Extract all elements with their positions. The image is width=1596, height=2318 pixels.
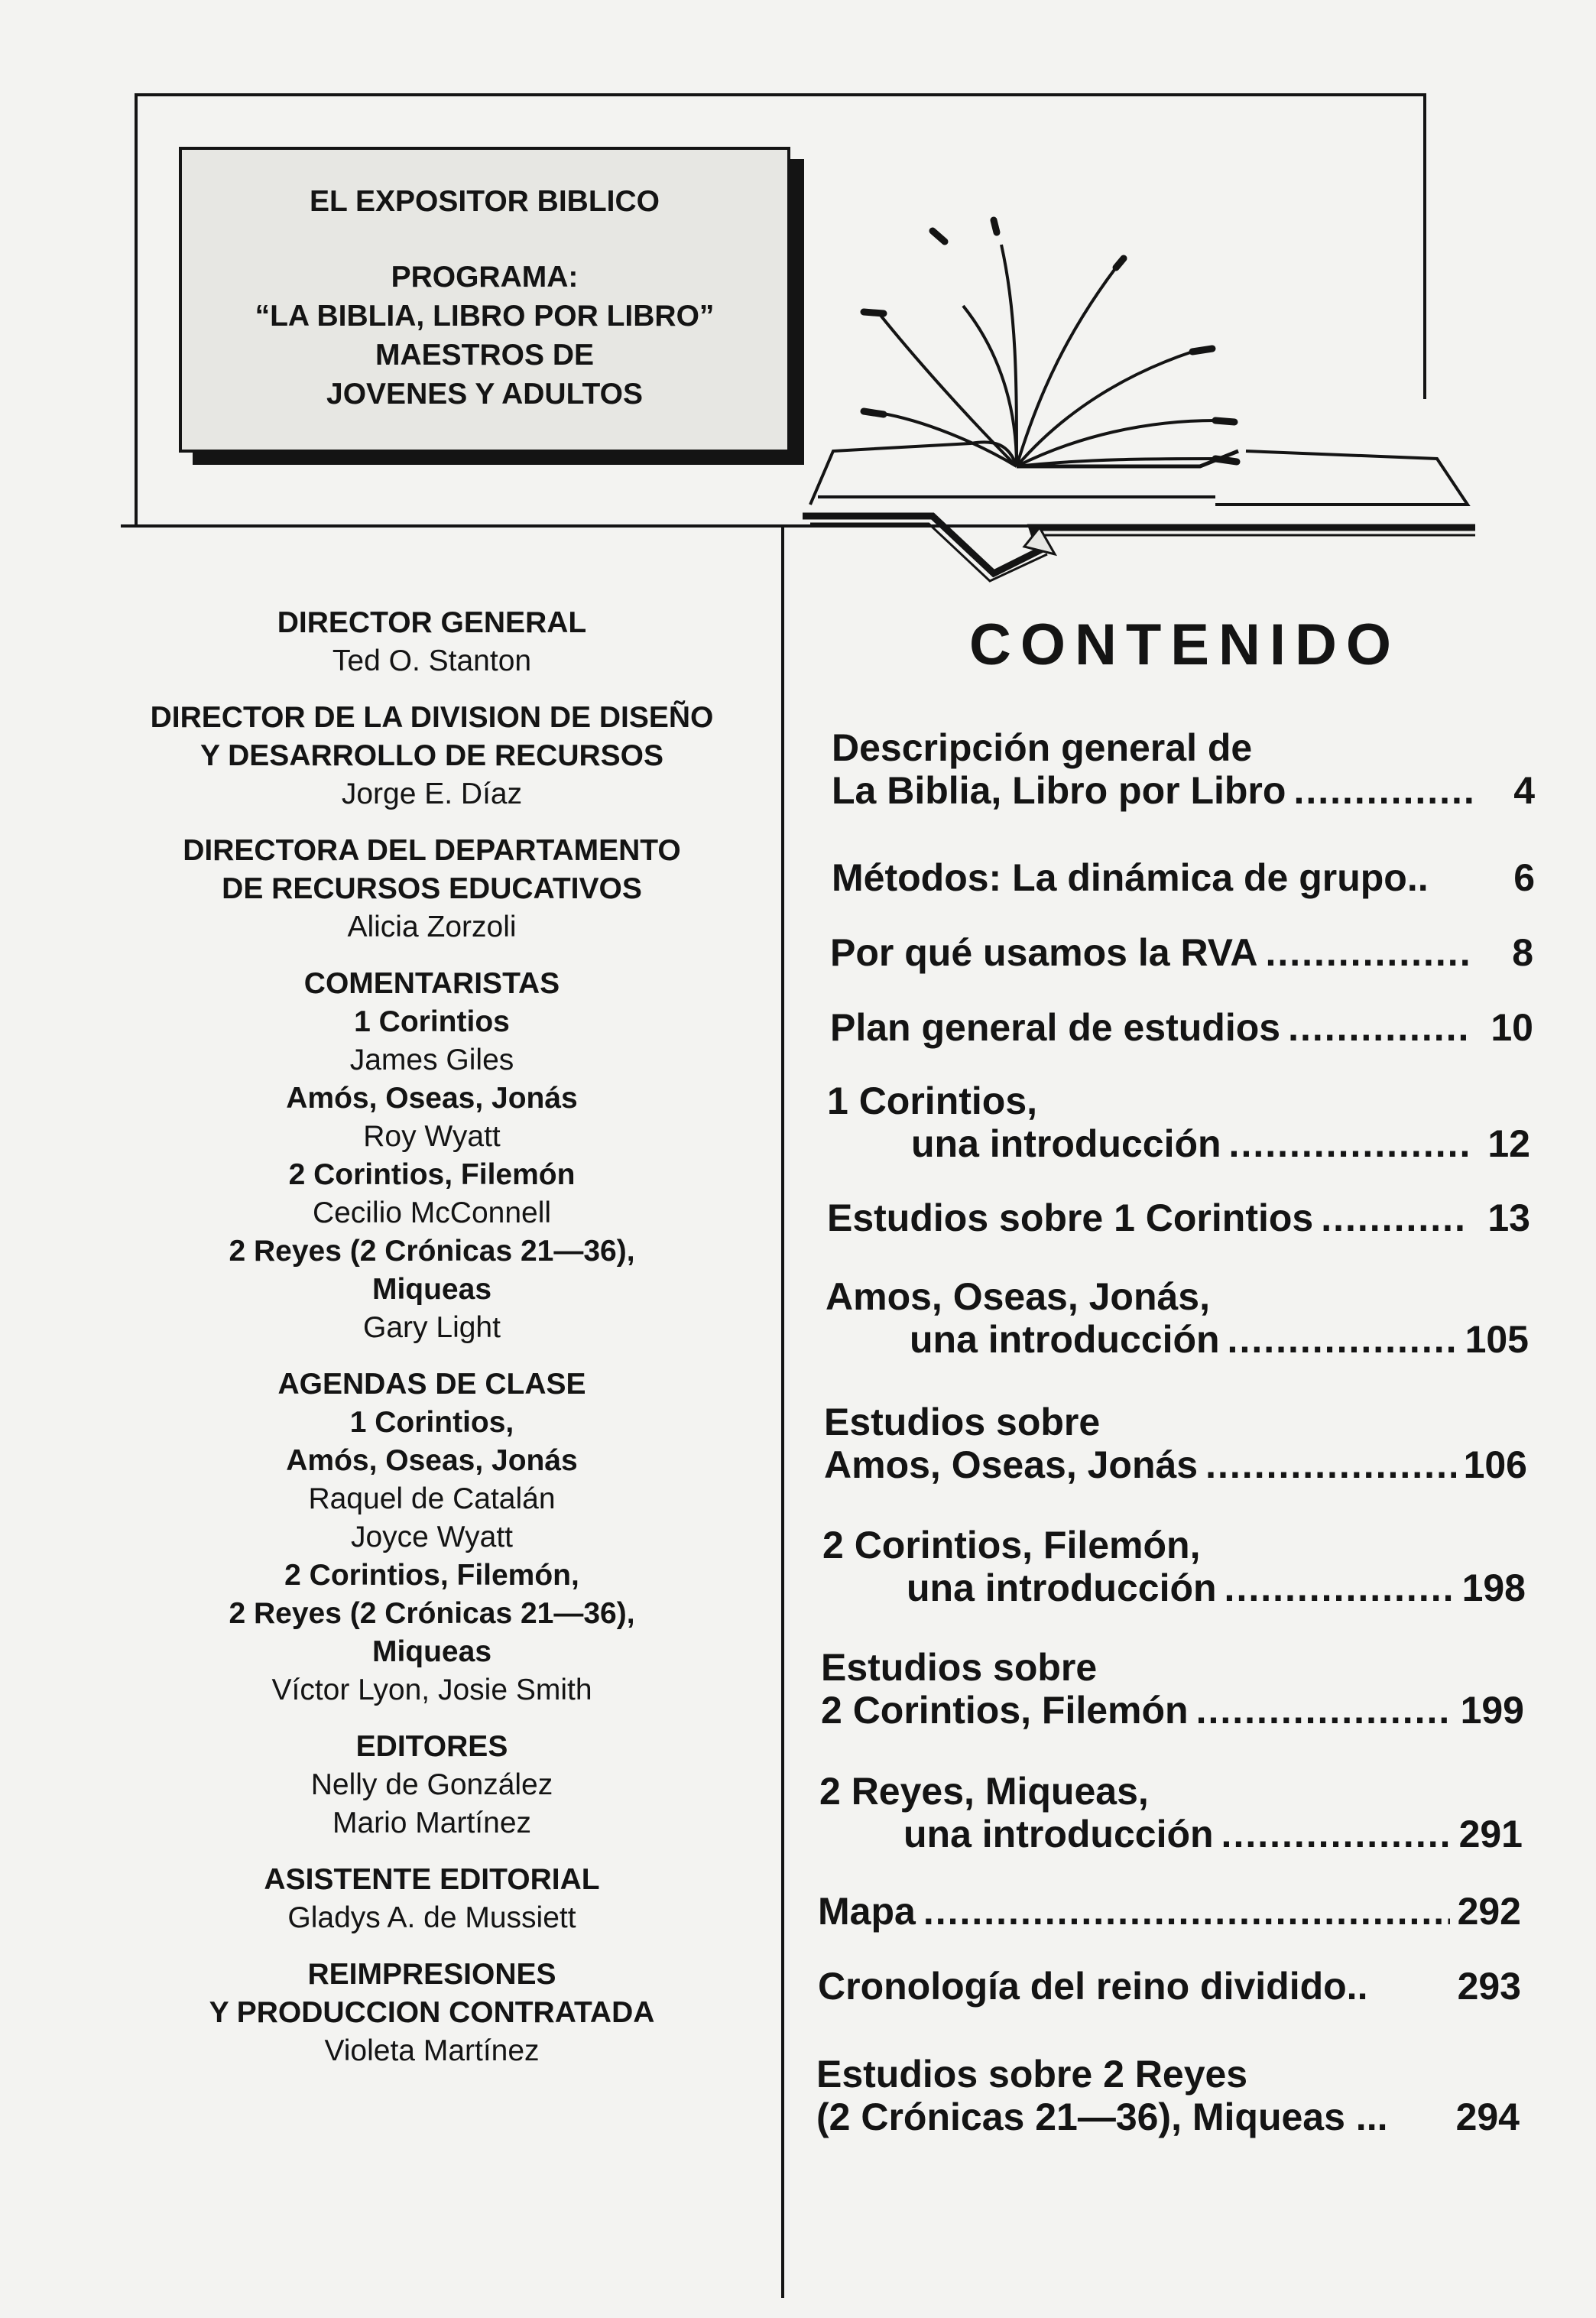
credit-book-title: 2 Reyes (2 Crónicas 21—36), <box>229 1235 635 1268</box>
toc-entry[interactable] <box>821 1646 1524 1732</box>
toc-entry-title: Cronología del reino dividido.. <box>818 1965 1368 2008</box>
toc-entry-title-line: Estudios sobre <box>821 1646 1098 1689</box>
toc-entry-title: una introducción <box>911 1122 1221 1165</box>
credit-book-title: 1 Corintios <box>354 1005 510 1038</box>
credit-heading: Y PRODUCCION CONTRATADA <box>209 1996 655 2029</box>
credit-person-name: Alicia Zorzoli <box>347 911 517 943</box>
program-label: PROGRAMA: <box>391 261 579 294</box>
toc-entry-title: 2 Corintios, Filemón <box>821 1689 1189 1732</box>
toc-entry-title: La Biblia, Libro por Libro <box>832 769 1286 812</box>
toc-dot-leader <box>1288 1006 1472 1049</box>
toc-entry[interactable] <box>830 1006 1533 1049</box>
credit-group <box>122 604 741 680</box>
credit-heading: COMENTARISTAS <box>303 967 560 1000</box>
credit-person-name: Nelly de González <box>310 1768 553 1801</box>
toc-dot-leader <box>1229 1122 1469 1165</box>
toc-entry-title: Amos, Oseas, Jonás <box>824 1443 1199 1486</box>
credit-heading: DIRECTOR DE LA DIVISION DE DISEÑO <box>150 701 714 734</box>
credit-group <box>122 832 741 946</box>
contents-heading: CONTENIDO <box>969 612 1400 677</box>
toc-entry-title-line: 2 Corintios, Filemón, <box>822 1524 1201 1566</box>
toc-entry-title-line: Descripción general de <box>832 726 1253 769</box>
credit-person-name: Mario Martínez <box>332 1807 532 1839</box>
toc-dot-leader <box>1265 931 1472 974</box>
toc-entry-title-line: 2 Reyes, Miqueas, <box>819 1770 1149 1813</box>
credit-group <box>122 699 741 813</box>
toc-entry[interactable] <box>816 2053 1520 2138</box>
toc-page-number: 199 <box>1460 1689 1524 1732</box>
credit-heading: DIRECTORA DEL DEPARTAMENTO <box>183 834 681 867</box>
toc-page-number: 10 <box>1491 1006 1533 1049</box>
toc-entry-title-line: 1 Corintios, <box>827 1079 1038 1122</box>
credit-book-title: 2 Reyes (2 Crónicas 21—36), <box>229 1597 635 1630</box>
credit-heading: AGENDAS DE CLASE <box>277 1368 586 1401</box>
credit-book-title: 2 Corintios, Filemón <box>288 1158 576 1191</box>
toc-entry-title: Plan general de estudios <box>830 1006 1281 1049</box>
credit-book-title: Miqueas <box>371 1635 492 1668</box>
series-name: EL EXPOSITOR BIBLICO <box>310 185 660 218</box>
toc-dot-leader <box>1293 769 1474 812</box>
toc-entry[interactable] <box>827 1079 1530 1165</box>
toc-entry[interactable] <box>826 1275 1529 1361</box>
credits-column <box>122 604 741 2089</box>
toc-entry[interactable] <box>830 931 1533 974</box>
credit-group <box>122 1956 741 2070</box>
toc-entry-title: Mapa <box>818 1890 916 1933</box>
credit-book-title: Amós, Oseas, Jonás <box>286 1082 578 1115</box>
toc-entry[interactable] <box>832 726 1535 812</box>
toc-page-number: 8 <box>1512 931 1533 974</box>
toc-dot-leader <box>1205 1443 1455 1486</box>
credit-person-name: Cecilio McConnell <box>312 1196 552 1229</box>
frame-top-rule <box>135 93 1426 96</box>
credit-person-name: Jorge E. Díaz <box>341 778 523 810</box>
toc-page-number: 291 <box>1458 1813 1523 1855</box>
series-title-box <box>179 147 790 453</box>
audience-line-1: MAESTROS DE <box>375 339 595 372</box>
toc-entry[interactable] <box>827 1196 1530 1239</box>
toc-dot-leader <box>1321 1196 1469 1239</box>
credit-person-name: Víctor Lyon, Josie Smith <box>271 1674 592 1706</box>
toc-entry-title-line: Estudios sobre <box>824 1401 1101 1443</box>
toc-page-number: 4 <box>1513 769 1535 812</box>
toc-entry-title-line: Amos, Oseas, Jonás, <box>826 1275 1211 1318</box>
toc-dot-leader <box>1228 1318 1458 1361</box>
credit-person-name: Roy Wyatt <box>363 1120 501 1153</box>
toc-entry-title: Métodos: La dinámica de grupo.. <box>832 856 1429 899</box>
toc-entry-title: Estudios sobre 1 Corintios <box>827 1196 1314 1239</box>
credit-book-title: Miqueas <box>371 1273 492 1306</box>
credit-person-name: Violeta Martínez <box>324 2034 540 2067</box>
toc-entry[interactable] <box>819 1770 1523 1855</box>
credit-heading: Y DESARROLLO DE RECURSOS <box>200 739 664 772</box>
credit-person-name: Gladys A. de Mussiett <box>287 1901 576 1934</box>
toc-dot-leader <box>1221 1813 1452 1855</box>
credit-heading: EDITORES <box>355 1730 508 1763</box>
credit-person-name: Ted O. Stanton <box>332 644 532 677</box>
frame-left-rule <box>135 93 138 528</box>
credit-heading: ASISTENTE EDITORIAL <box>264 1863 600 1896</box>
toc-entry[interactable] <box>818 1965 1521 2008</box>
credit-group <box>122 965 741 1347</box>
toc-page-number: 6 <box>1513 856 1535 899</box>
credit-heading: DE RECURSOS EDUCATIVOS <box>222 872 642 905</box>
toc-entry-title: Por qué usamos la RVA <box>830 931 1258 974</box>
toc-page-number: 106 <box>1463 1443 1527 1486</box>
toc-entry-title-line: Estudios sobre 2 Reyes <box>816 2053 1248 2096</box>
credit-group <box>122 1365 741 1709</box>
credit-group <box>122 1728 741 1842</box>
open-book-icon <box>787 214 1483 596</box>
credit-person-name: Gary Light <box>363 1311 501 1344</box>
toc-entry-title: (2 Crónicas 21—36), Miqueas ... <box>816 2096 1388 2138</box>
toc-page-number: 12 <box>1487 1122 1530 1165</box>
credit-person-name: Raquel de Catalán <box>308 1482 556 1515</box>
column-divider <box>781 524 784 2298</box>
toc-dot-leader <box>1225 1566 1455 1609</box>
credit-heading: DIRECTOR GENERAL <box>277 606 587 639</box>
credit-person-name: Joyce Wyatt <box>350 1521 514 1553</box>
toc-entry[interactable] <box>832 856 1535 899</box>
toc-entry[interactable] <box>822 1524 1526 1609</box>
toc-page-number: 292 <box>1457 1890 1521 1933</box>
toc-dot-leader <box>1196 1689 1453 1732</box>
credit-book-title: 1 Corintios, <box>349 1406 514 1439</box>
credit-person-name: James Giles <box>349 1044 514 1076</box>
toc-entry-title: una introducción <box>907 1566 1217 1609</box>
toc-page-number: 105 <box>1465 1318 1529 1361</box>
toc-page-number: 198 <box>1461 1566 1526 1609</box>
audience-line-2: JOVENES Y ADULTOS <box>326 378 643 411</box>
toc-page-number: 293 <box>1457 1965 1521 2008</box>
credit-group <box>122 1861 741 1937</box>
toc-dot-leader <box>923 1890 1450 1933</box>
credit-book-title: Amós, Oseas, Jonás <box>286 1444 578 1477</box>
toc-entry[interactable] <box>818 1890 1521 1933</box>
program-name: “LA BIBLIA, LIBRO POR LIBRO” <box>255 300 715 333</box>
toc-entry-title: una introducción <box>903 1813 1214 1855</box>
toc-entry-title: una introducción <box>910 1318 1220 1361</box>
credit-book-title: 2 Corintios, Filemón, <box>284 1559 579 1592</box>
toc-entry[interactable] <box>824 1401 1527 1486</box>
toc-page-number: 294 <box>1455 2096 1520 2138</box>
toc-page-number: 13 <box>1487 1196 1530 1239</box>
credit-heading: REIMPRESIONES <box>307 1958 556 1991</box>
